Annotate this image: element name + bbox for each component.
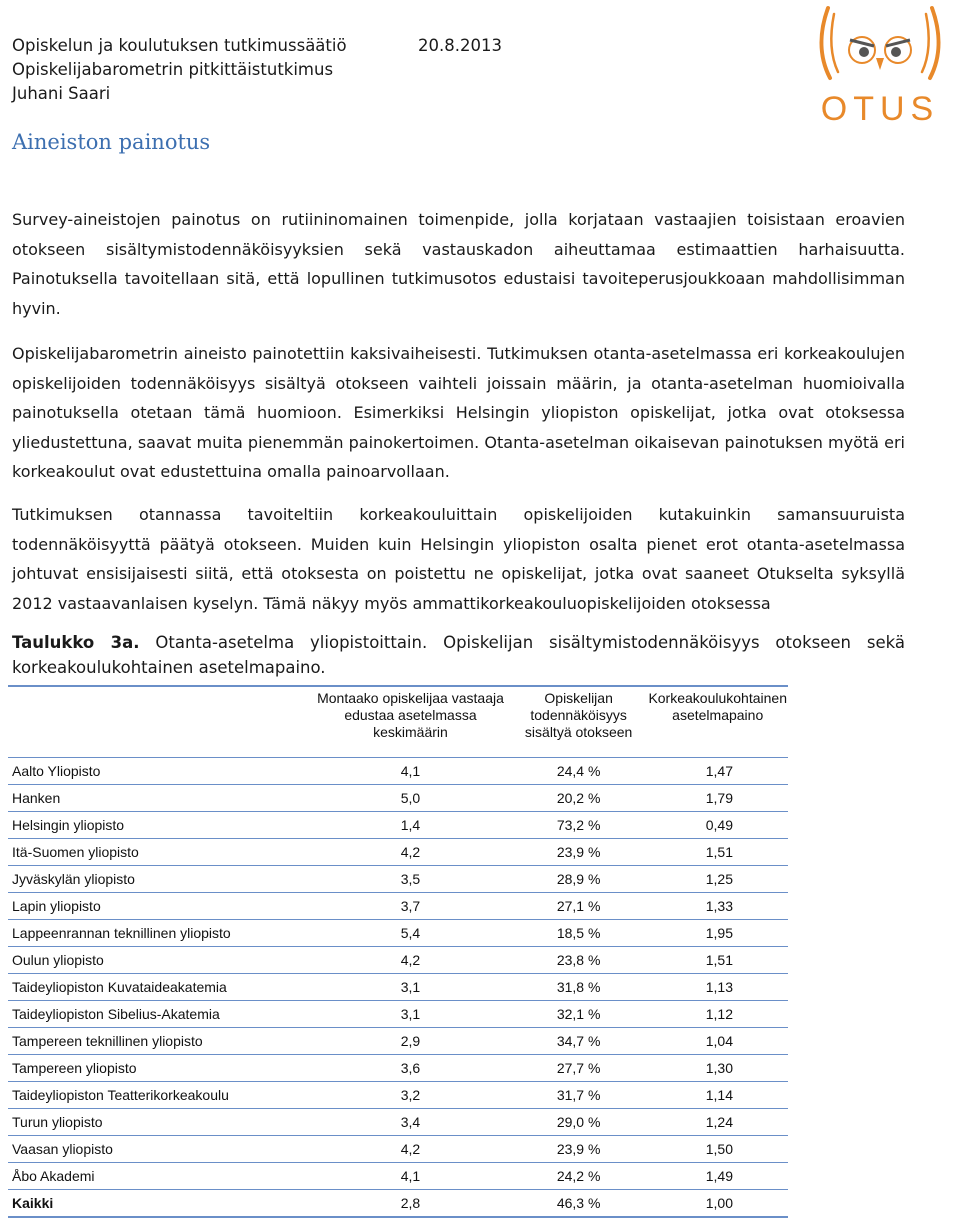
cell-probability: 20,2 % (510, 785, 648, 812)
header-author: Juhani Saari (12, 84, 111, 103)
cell-university: Oulun yliopisto (8, 947, 311, 974)
cell-university: Tampereen teknillinen yliopisto (8, 1028, 311, 1055)
cell-probability: 28,9 % (510, 866, 648, 893)
header-date: 20.8.2013 (418, 36, 502, 55)
cell-probability: 73,2 % (510, 812, 648, 839)
table-row (8, 920, 788, 947)
cell-university: Lapin yliopisto (8, 893, 311, 920)
cell-probability: 27,7 % (510, 1055, 648, 1082)
cell-weight: 1,47 (647, 758, 788, 785)
logo-text: OTUS (820, 90, 940, 128)
table-row (8, 1136, 788, 1163)
paragraph-2: Opiskelijabarometrin aineisto painotettiin kaksivaiheisesti. Tutkimuksen otanta-asetelmassa eri korkeakoulujen opiskelijoiden todennäköisyys sisältyä otokseen vaihteli joissain määrin, ja otanta-asetelman huomioivalla painotuksella otetaan tämä huomioon. Esimerkiksi Helsingin yliopiston opiskelijat, jotka ovat otoksessa yliedustettuna, saavat muita pienemmän painokertoimen. Otanta-asetelman oikaisevan painotuksen myötä eri korkeakoulut ovat edustettuina omalla painoarvollaan. (12, 344, 905, 481)
cell-weight: 1,13 (647, 974, 788, 1001)
cell-probability: 31,8 % (510, 974, 648, 1001)
cell-university: Vaasan yliopisto (8, 1136, 311, 1163)
paragraph-1: Survey-aineistojen painotus on rutiininomainen toimenpide, jolla korjataan vastaajien toisistaan eroavien otokseen sisältymistodennäköisyyksien sekä vastauskadon aiheuttamaa estimaattien harhaisuutta. Painotuksella tavoitellaan sitä, että lopullinen tutkimusotos edustaisi tavoiteperusjoukkoaan mahdollisimman hyvin. (12, 210, 905, 318)
table-row (8, 1163, 788, 1190)
header-probability: Opiskelijan todennäköisyys sisältyä otokseen (524, 690, 633, 740)
cell-probability: 24,4 % (510, 758, 648, 785)
table-row (8, 1028, 788, 1055)
cell-university: Åbo Akademi (8, 1163, 311, 1190)
table-caption (12, 630, 905, 680)
cell-university: Hanken (8, 785, 311, 812)
total-cell-represents: 2,8 (311, 1190, 510, 1218)
cell-represents: 4,2 (311, 839, 510, 866)
table-row (8, 812, 788, 839)
cell-probability: 24,2 % (510, 1163, 648, 1190)
cell-represents: 4,1 (311, 1163, 510, 1190)
cell-university: Helsingin yliopisto (8, 812, 311, 839)
sampling-table (8, 685, 788, 1218)
cell-probability: 32,1 % (510, 1001, 648, 1028)
cell-probability: 23,8 % (510, 947, 648, 974)
cell-represents: 2,9 (311, 1028, 510, 1055)
caption-label: Taulukko 3a. (12, 633, 140, 652)
header-study: Opiskelijabarometrin pitkittäistutkimus (12, 60, 334, 79)
cell-weight: 1,30 (647, 1055, 788, 1082)
cell-university: Taideyliopiston Kuvataideakatemia (8, 974, 311, 1001)
cell-weight: 1,12 (647, 1001, 788, 1028)
table-row (8, 1055, 788, 1082)
otus-owl-logo (800, 0, 960, 130)
cell-represents: 4,2 (311, 1136, 510, 1163)
cell-university: Taideyliopiston Teatterikorkeakoulu (8, 1082, 311, 1109)
cell-weight: 1,25 (647, 866, 788, 893)
cell-probability: 23,9 % (510, 839, 648, 866)
cell-university: Lappeenrannan teknillinen yliopisto (8, 920, 311, 947)
table-row (8, 866, 788, 893)
table-row (8, 1082, 788, 1109)
total-cell-weight: 1,00 (647, 1190, 788, 1218)
cell-university: Aalto Yliopisto (8, 758, 311, 785)
cell-weight: 1,04 (647, 1028, 788, 1055)
cell-university: Jyväskylän yliopisto (8, 866, 311, 893)
cell-represents: 1,4 (311, 812, 510, 839)
page-title: Aineiston painotus (12, 130, 211, 154)
cell-probability: 29,0 % (510, 1109, 648, 1136)
cell-represents: 3,1 (311, 974, 510, 1001)
cell-weight: 1,33 (647, 893, 788, 920)
table-row (8, 1001, 788, 1028)
paragraph-3: Tutkimuksen otannassa tavoiteltiin korkeakouluittain opiskelijoiden kutakuinkin samansuuruista todennäköisyyttä päätyä otokseen. Muiden kuin Helsingin yliopiston osalta pienet erot otanta-asetelmassa johtuvat ensisijaisesti siitä, että otoksesta on poistettu ne opiskelijat, jotka ovat saaneet Otukselta syksyllä 2012 vastaavanlaisen kyselyn. Tämä näkyy myös ammattikorkeakouluopiskelijoiden otoksessa (12, 505, 905, 613)
cell-represents: 5,0 (311, 785, 510, 812)
cell-weight: 1,51 (647, 839, 788, 866)
table-header-row (8, 686, 788, 758)
cell-university: Tampereen yliopisto (8, 1055, 311, 1082)
cell-university: Itä-Suomen yliopisto (8, 839, 311, 866)
cell-weight: 1,50 (647, 1136, 788, 1163)
cell-represents: 3,5 (311, 866, 510, 893)
total-cell-probability: 46,3 % (510, 1190, 648, 1218)
table-total-row (8, 1190, 788, 1218)
cell-represents: 3,7 (311, 893, 510, 920)
cell-represents: 3,1 (311, 1001, 510, 1028)
table-row (8, 758, 788, 785)
cell-represents: 3,4 (311, 1109, 510, 1136)
cell-university: Turun yliopisto (8, 1109, 311, 1136)
header-organization: Opiskelun ja koulutuksen tutkimussäätiö (12, 36, 347, 55)
header-represents: Montaako opiskelijaa vastaaja edustaa asetelmassa keskimäärin (317, 690, 504, 740)
header-name (8, 686, 311, 758)
table-row (8, 839, 788, 866)
table-body (8, 758, 788, 1218)
cell-probability: 27,1 % (510, 893, 648, 920)
table-row (8, 893, 788, 920)
cell-university: Taideyliopiston Sibelius-Akatemia (8, 1001, 311, 1028)
caption-text: Otanta-asetelma yliopistoittain. Opiskelijan sisältymistodennäköisyys otokseen sekä korkeakoulukohtainen asetelmapaino. (12, 633, 905, 677)
total-cell-university: Kaikki (8, 1190, 311, 1218)
cell-represents: 3,2 (311, 1082, 510, 1109)
table-row (8, 1109, 788, 1136)
cell-represents: 5,4 (311, 920, 510, 947)
cell-represents: 4,2 (311, 947, 510, 974)
table-row (8, 974, 788, 1001)
cell-weight: 1,49 (647, 1163, 788, 1190)
cell-weight: 0,49 (647, 812, 788, 839)
cell-weight: 1,14 (647, 1082, 788, 1109)
cell-represents: 3,6 (311, 1055, 510, 1082)
cell-probability: 23,9 % (510, 1136, 648, 1163)
cell-weight: 1,51 (647, 947, 788, 974)
cell-represents: 4,1 (311, 758, 510, 785)
cell-probability: 18,5 % (510, 920, 648, 947)
cell-weight: 1,79 (647, 785, 788, 812)
cell-probability: 34,7 % (510, 1028, 648, 1055)
table-row (8, 785, 788, 812)
cell-weight: 1,24 (647, 1109, 788, 1136)
table-row (8, 947, 788, 974)
document-header (12, 34, 347, 106)
cell-weight: 1,95 (647, 920, 788, 947)
cell-probability: 31,7 % (510, 1082, 648, 1109)
header-weight: Korkeakoulukohtainen asetelmapaino (648, 690, 787, 723)
